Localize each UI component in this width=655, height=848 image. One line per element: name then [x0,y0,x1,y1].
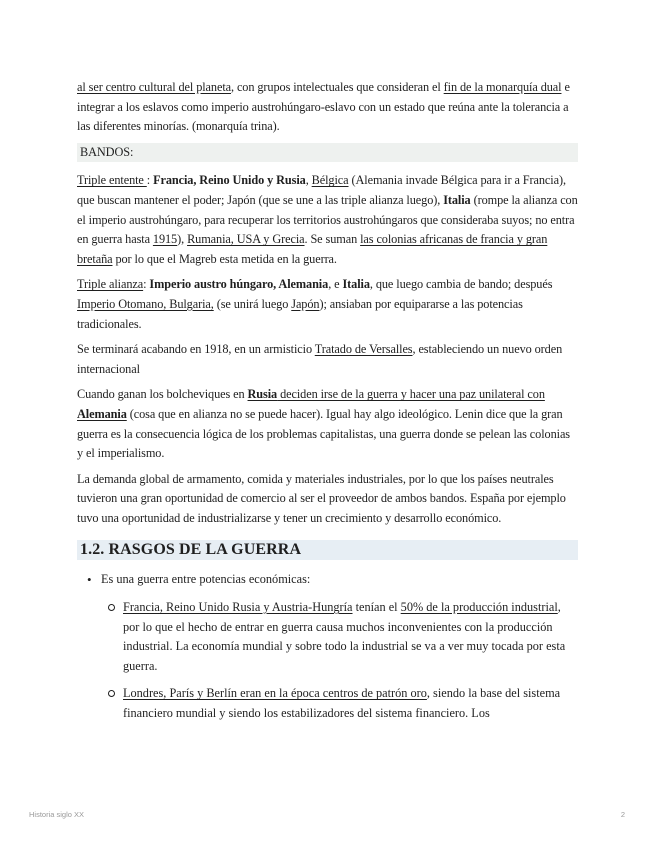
link-centro-cultural: al ser centro cultural del planeta [77,80,231,94]
text-span: (rompe la alianza con el imperio austrohúngaro, para recuperar los territorios austrohúngaros que consideraba suyos; no entra en guerra hasta [77,192,578,247]
triple-entente-label: Triple entente [77,173,147,188]
bullet-list [77,570,578,723]
paragraph-triple-alianza [77,275,578,334]
text-span: , [305,173,312,188]
text-span: Se terminará acabando en 1918, en un armisticio [77,342,315,357]
bandos-label: BANDOS: [77,143,578,163]
underlined-text: las colonias africanas de francia y gran bretaña [77,232,548,266]
text-span: (se unirá luego [213,296,292,311]
underlined-text: Rumania, USA y Grecia [187,232,305,247]
text-span: ); ansiaban por equipararse a las potencias tradicionales. [77,296,523,331]
underlined-text: Japón [291,296,320,311]
list-item [77,570,578,723]
underlined-text: Imperio Otomano, Bulgaria, [77,296,214,311]
bold-text: Italia [342,277,370,292]
text-span: tenían el [352,600,401,615]
text-span: , e [328,277,343,292]
text-span: ), [177,232,188,247]
section-heading: 1.2. RASGOS DE LA GUERRA [77,540,578,560]
list-item [101,598,578,676]
text-span: , estableciendo un nuevo orden internacional [77,342,563,376]
text-span: , por lo que el hecho de entrar en guerra causa muchos inconvenientes con la producción industrial. La economía mundial y sobre todo la industrial se va a ver muy tocada por esta guerra. [123,600,566,673]
underlined-text: Tratado de Versalles [314,342,413,357]
list-item-text: Es una guerra entre potencias económicas: [101,572,311,587]
text-span: e integrar a los eslavos como imperio austrohúngaro-eslavo con un estado que reúna ante la tolerancia a las diferentes minorías. (monarquía trina). [77,80,570,134]
text-span: Cuando ganan los bolcheviques en [77,387,248,402]
bold-text: Francia, Reino Unido y Rusia [153,173,306,188]
text-span: (Alemania invade Bélgica para ir a Francia), que buscan mantener el poder; Japón (que se une a las triple alianza luego), [77,173,566,207]
text-span: . Se suman [304,232,361,247]
paragraph-monarquia-trina [77,78,578,137]
paragraph-triple-entente [77,171,578,269]
underlined-text: Londres, París y Berlín eran en la época centros de patrón oro [123,686,427,701]
bold-text: Italia [443,192,471,207]
sub-list [101,598,578,724]
text-span: , con grupos intelectuales que consideran el [231,80,444,94]
underlined-text: Bélgica [311,173,349,188]
document-page [77,78,578,732]
bold-text: Imperio austro húngaro, Alemania [149,277,329,292]
underlined-text: Francia, Reino Unido Rusia y Austria-Hungría [123,600,353,615]
text-span: , que luego cambia de bando; después [369,277,553,292]
page-number: 2 [620,810,625,819]
bold-underlined-text: Rusia [247,387,278,402]
text-span: (cosa que en alianza no se puede hacer). Igual hay algo ideológico. Lenin dice que la gran guerra es la consecuencia lógica de los problemas capitalistas, una guerra donde se pelean las colonias y el imperialismo. [77,406,570,461]
text-span: : [146,173,154,188]
text-span: : [143,277,150,292]
underlined-text: 50% de la producción industrial [400,600,558,615]
triple-alianza-label: Triple alianza [77,277,144,292]
text-span: por lo que el Magreb esta metida en la guerra. [112,251,337,266]
footer-title: Historia siglo XX [29,810,85,819]
underlined-text: 1915 [152,232,178,247]
link-fin-monarquia: fin de la monarquía dual [443,80,562,94]
list-item [101,684,578,723]
paragraph-bolcheviques [77,385,578,463]
bold-underlined-text: Alemania [77,406,127,421]
text-span: , siendo la base del sistema financiero mundial y siendo los estabilizadores del sistema financiero. Los [123,686,561,721]
paragraph-demanda-global: La demanda global de armamento, comida y materiales industriales, por lo que los países neutrales tuvieron una gran oportunidad de comercio al ser el proveedor de ambos bandos. España por ejemplo tuvo una oportunidad de industrializarse y tener un crecimiento y desarrollo económico. [77,471,566,525]
paragraph-armisticio [77,340,578,379]
underlined-text: deciden irse de la guerra y hacer una paz unilateral con [277,387,545,402]
